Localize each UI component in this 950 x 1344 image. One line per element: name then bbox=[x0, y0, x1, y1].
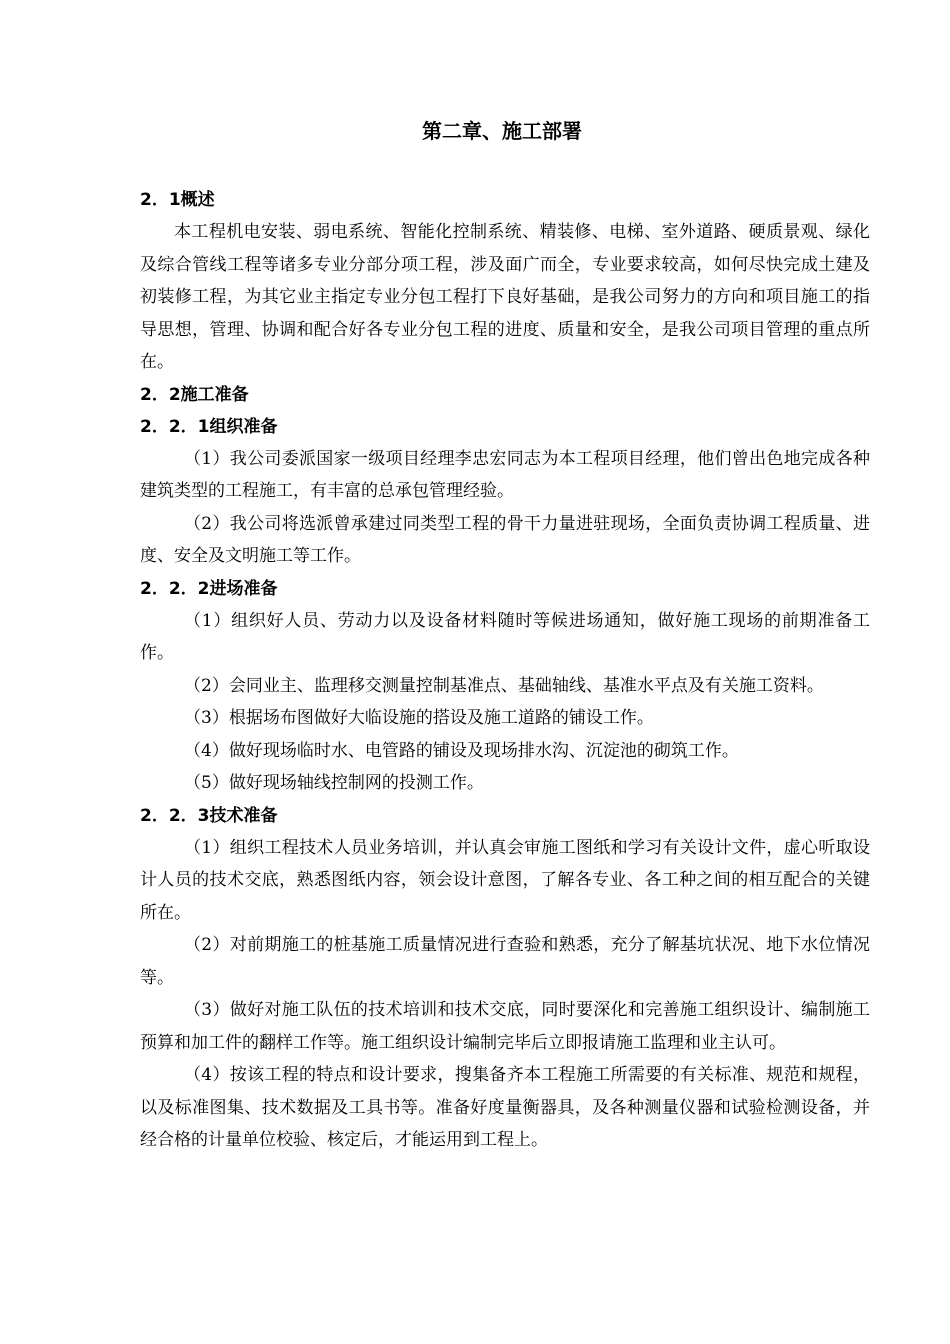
paragraph-site-5: （5）做好现场轴线控制网的投测工作。 bbox=[184, 773, 484, 793]
paragraph-site-4: （4）做好现场临时水、电管路的铺设及现场排水沟、沉淀池的砌筑工作。 bbox=[184, 740, 739, 761]
paragraph-tech-1: （1）组织工程技术人员业务培训，并认真会审施工图纸和学习有关设计文件，虚心听取设计人员的技术交底，熟悉图纸内容，领会设计意图，了解各专业、各工种之间的相互配合的关键所在。 bbox=[140, 837, 870, 923]
paragraph-site-3: （3）根据场布图做好大临设施的搭设及施工道路的铺设工作。 bbox=[184, 708, 654, 728]
paragraph-org-2: （2）我公司将选派曾承建过同类型工程的骨干力量进驻现场，全面负责协调工程质量、进度、安全及文明施工等工作。 bbox=[140, 513, 870, 566]
paragraph-site-2: （2）会同业主、监理移交测量控制基准点、基础轴线、基准水平点及有关施工资料。 bbox=[184, 675, 824, 696]
paragraph-site-1: （1）组织好人员、劳动力以及设备材料随时等候进场通知，做好施工现场的前期准备工作。 bbox=[140, 610, 870, 663]
paragraph-org-1: （1）我公司委派国家一级项目经理李忠宏同志为本工程项目经理，他们曾出色地完成各种建筑类型的工程施工，有丰富的总承包管理经验。 bbox=[140, 448, 870, 501]
chapter-title: 第二章、施工部署 bbox=[422, 119, 582, 143]
section-heading-2-2-2: 2．2．2进场准备 bbox=[140, 578, 278, 599]
section-heading-2-2-1: 2．2．1组织准备 bbox=[140, 416, 278, 437]
paragraph-tech-3: （3）做好对施工队伍的技术培训和技术交底，同时要深化和完善施工组织设计、编制施工预算和加工件的翻样工作等。施工组织设计编制完毕后立即报请施工监理和业主认可。 bbox=[140, 1000, 870, 1053]
section-heading-2-1: 2．1概述 bbox=[140, 190, 215, 210]
body-text bbox=[140, 184, 870, 1157]
paragraph-tech-2: （2）对前期施工的桩基施工质量情况进行查验和熟悉，充分了解基坑状况、地下水位情况等。 bbox=[140, 935, 870, 988]
paragraph-tech-4: （4）按该工程的特点和设计要求，搜集备齐本工程施工所需要的有关标准、规范和规程，以及标准图集、技术数据及工具书等。准备好度量衡器具，及各种测量仪器和试验检测设备，并经合格的计量单位校验、核定后，才能运用到工程上。 bbox=[140, 1065, 870, 1150]
paragraph-overview: 本工程机电安装、弱电系统、智能化控制系统、精装修、电梯、室外道路、硬质景观、绿化及综合管线工程等诸多专业分部分项工程，涉及面广而全，专业要求较高，如何尽快完成土建及初装修工程，为其它业主指定专业分包工程打下良好基础，是我公司努力的方向和项目施工的指导思想，管理、协调和配合好各专业分包工程的进度、质量和安全，是我公司项目管理的重点所在。 bbox=[140, 222, 870, 372]
section-heading-2-2: 2．2施工准备 bbox=[140, 384, 249, 405]
section-heading-2-2-3: 2．2．3技术准备 bbox=[140, 805, 278, 826]
